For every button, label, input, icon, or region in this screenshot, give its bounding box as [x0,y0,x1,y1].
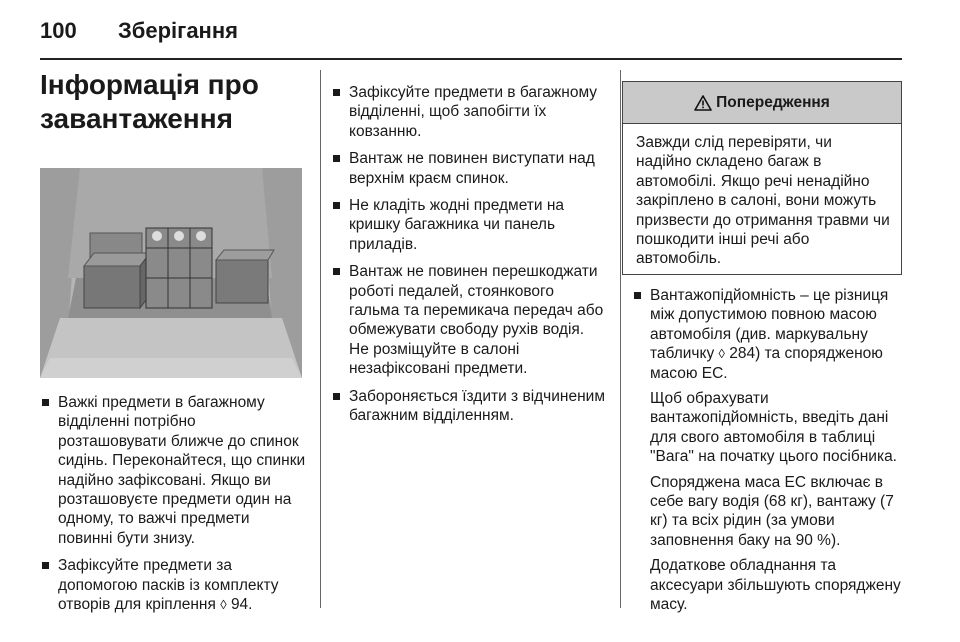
list-item [632,286,902,615]
warning-box [622,81,902,275]
accessories-note: Додаткове обладнання та аксесуари збільшують споряджену масу. [650,557,901,614]
column-right [632,286,902,623]
warning-title: Попередження [716,93,830,111]
reference-arrow-icon: ◊ [220,597,227,613]
reference-arrow-icon: ◊ [718,346,725,362]
list-item: Важкі предмети в багажному відділенні потрібно розташовувати ближче до спинок сидінь. Переконайтеся, що спинки надійно зафіксовані. Якщо ви розташовуєте предмети один на одному, то важчі предмети повинні бути знизу. [40,393,308,548]
payload-calc-note: Щоб обрахувати вантажопідйомність, введіть дані для свого автомобіля в таблиці "Вага" на початку цього посібника. [650,390,897,466]
section-title: Інформація про завантаження [40,69,259,134]
payload-list [632,286,902,615]
loading-tips-list [40,393,308,614]
page-number: 100 [40,18,77,43]
column-divider [620,70,621,608]
list-item: Забороняється їздити з відчиненим багажним відділенням. [331,387,606,426]
column-middle [331,83,606,434]
list-item: Зафіксуйте предмети в багажному відділенні, щоб запобігти їх ковзанню. [331,83,606,141]
loading-rules-list [331,83,606,426]
page-reference[interactable]: 94. [230,596,253,614]
column-divider [320,70,321,608]
warning-triangle-icon [694,95,712,111]
column-left [40,68,308,622]
list-item: Зафіксуйте предмети за допомогою пасків із комплекту отворів для кріплення ◊ 94. [40,556,308,614]
curb-weight-note: Споряджена маса ЕС включає в себе вагу водія (68 кг), вантажу (7 кг) та всіх рідин (за умови заповнення баку на 90 %). [650,473,894,549]
list-item: Не кладіть жодні предмети на кришку багажника чи панель приладів. [331,196,606,254]
list-item: Вантаж не повинен виступати над верхнім краєм спинок. [331,149,606,188]
list-item: Вантаж не повинен перешкоджати роботі педалей, стоянкового гальма та перемикача передач або обмежувати свободу рухів водія. Не розміщуйте в салоні незафіксовані предмети. [331,262,606,378]
warning-text: Завжди слід перевіряти, чи надійно складено багаж в автомобілі. Якщо речі ненадійно закріплено в салоні, вони можуть призвести до отримання травми чи пошкодити інші речі або автомобіль. [636,134,890,268]
header-divider [40,58,902,60]
page-title: Зберігання [118,18,238,43]
trunk-photo-drawing [40,168,302,378]
warning-header [623,82,901,124]
trunk-loading-illustration [40,168,302,378]
payload-definition: Вантажопідйомність – це різниця між допустимою повною масою автомобіля (див. маркувальну табличку ◊ 284) та спорядженою масою ЕС. [650,287,889,382]
